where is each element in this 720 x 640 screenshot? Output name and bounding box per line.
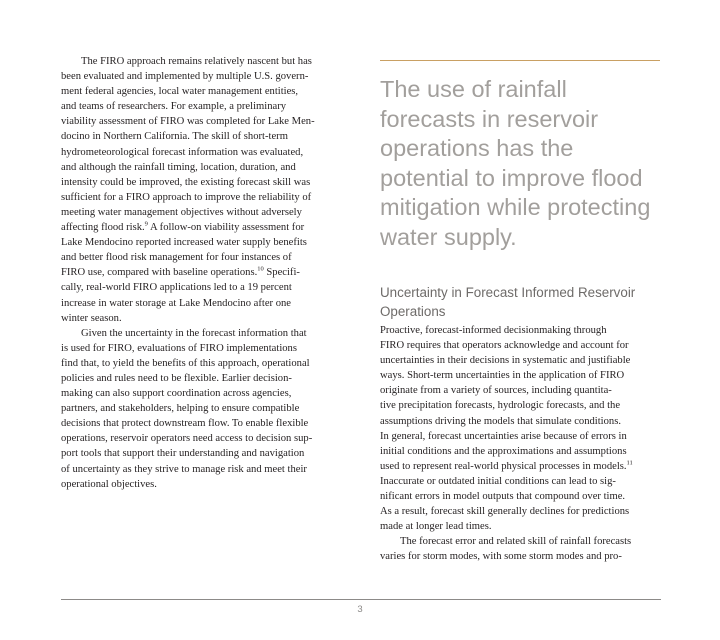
footnote-marker-9[interactable]: 9 [144, 220, 148, 228]
left-column [61, 54, 337, 492]
text-line: Given the uncertainty in the forecast information that [81, 327, 307, 339]
text-line: find that, to yield the benefits of this approach, operational [61, 357, 310, 369]
body-paragraph [61, 54, 337, 326]
text-line: Proactive, forecast-informed decisionmaking through [380, 325, 607, 336]
text-line: increase in water storage at Lake Mendocino after one [61, 297, 292, 309]
page-number: 3 [357, 604, 363, 615]
text-line [61, 265, 337, 280]
text-line: is used for FIRO, evaluations of FIRO implementations [61, 342, 297, 354]
footer-rule [61, 599, 661, 600]
heading-line: Operations [380, 304, 446, 319]
text-line: cally, real-world FIRO applications led to a 19 percent [61, 282, 292, 294]
text-line: intensity could be improved, the existing forecast skill was [61, 176, 311, 188]
text-line: In general, forecast uncertainties arise because of errors in [380, 430, 627, 442]
text-line: As a result, forecast skill generally declines for predictions [380, 506, 630, 518]
text-line: Inaccurate or outdated initial conditions can lead to sig- [380, 475, 616, 487]
text-line: ment federal agencies, local water management entities, [61, 86, 299, 98]
text-line: been evaluated and implemented by multiple U.S. govern- [61, 71, 309, 83]
text-line: The forecast error and related skill of rainfall forecasts [400, 536, 632, 548]
text-line: of uncertainty as they strive to manage risk and meet their [61, 463, 307, 475]
text-fragment: Specifi- [263, 267, 300, 279]
text-line: port tools that support their understanding and navigation [61, 448, 305, 460]
text-line: assumptions driving the models that simulate conditions. [380, 415, 621, 427]
text-line: made at longer lead times. [380, 521, 492, 533]
text-line: tive precipitation forecasts, hydrologic forecasts, and the [380, 400, 621, 412]
text-line: meeting water management objectives without adversely [61, 206, 302, 218]
pull-quote-line: water supply. [380, 223, 517, 250]
text-line: and teams of researchers. For example, a preliminary [61, 101, 287, 113]
pull-quote-line: mitigation while protecting [380, 194, 651, 220]
text-line: originate from a variety of sources, including quantita- [380, 385, 612, 397]
text-line: operations, reservoir operators need access to decision sup- [61, 433, 313, 445]
text-line: sufficient for a FIRO approach to improve the reliability of [61, 191, 312, 203]
pull-quote-line: forecasts in reservoir [380, 105, 599, 132]
text-line: and better flood risk management for four instances of [61, 252, 292, 264]
text-line: varies for storm modes, with some storm modes and pro- [380, 551, 622, 563]
right-column [380, 323, 660, 565]
text-fragment: FIRO use, compared with baseline operations. [61, 267, 258, 279]
text-line: operational objectives. [61, 478, 157, 490]
body-paragraph [380, 534, 660, 564]
text-fragment: used to represent real-world physical processes in models. [380, 460, 627, 472]
text-line: viability assessment of FIRO was completed for Lake Men- [61, 116, 315, 128]
text-line: uncertainties in their decisions in systematic and justifiable [380, 355, 631, 367]
text-line: The FIRO approach remains relatively nascent but has [81, 56, 312, 67]
heading-line: Uncertainty in Forecast Informed Reservoir [380, 285, 636, 300]
text-line: partners, and stakeholders, helping to ensure compatible [61, 403, 300, 415]
text-line: hydrometeorological forecast information was evaluated, [61, 146, 304, 158]
text-line: initial conditions and the approximations and assumptions [380, 445, 627, 457]
body-paragraph [380, 323, 660, 534]
text-line [61, 220, 337, 235]
pull-quote-line: The use of rainfall [380, 76, 567, 102]
footnote-marker-10[interactable]: 10 [257, 265, 264, 273]
pull-quote-line: potential to improve flood [380, 164, 643, 191]
pull-quote [380, 75, 670, 252]
text-fragment: affecting flood risk. [61, 222, 145, 234]
pull-quote-line: operations has the [380, 135, 574, 161]
text-line: Lake Mendocino reported increased water supply benefits [61, 237, 307, 249]
text-line [380, 459, 660, 474]
text-line: nificant errors in model outputs that compound over time. [380, 491, 626, 503]
text-line: docino in Northern California. The skill of short-term [61, 131, 288, 143]
text-line: winter season. [61, 312, 122, 324]
footnote-marker-11[interactable]: 11 [626, 459, 633, 467]
text-line: making can also support coordination across agencies, [61, 388, 292, 400]
body-paragraph [61, 326, 337, 492]
text-line: and although the rainfall timing, location, duration, and [61, 161, 296, 173]
text-line: FIRO requires that operators acknowledge and account for [380, 340, 629, 352]
section-heading [380, 283, 680, 321]
text-line: ways. Short-term uncertainties in the application of FIRO [380, 370, 625, 382]
text-line: decisions that protect downstream flow. To enable flexible [61, 418, 309, 430]
text-line: policies and rules need to be flexible. Earlier decision- [61, 372, 292, 384]
pull-quote-rule [380, 60, 660, 61]
text-fragment: A follow-on viability assessment for [147, 222, 305, 234]
